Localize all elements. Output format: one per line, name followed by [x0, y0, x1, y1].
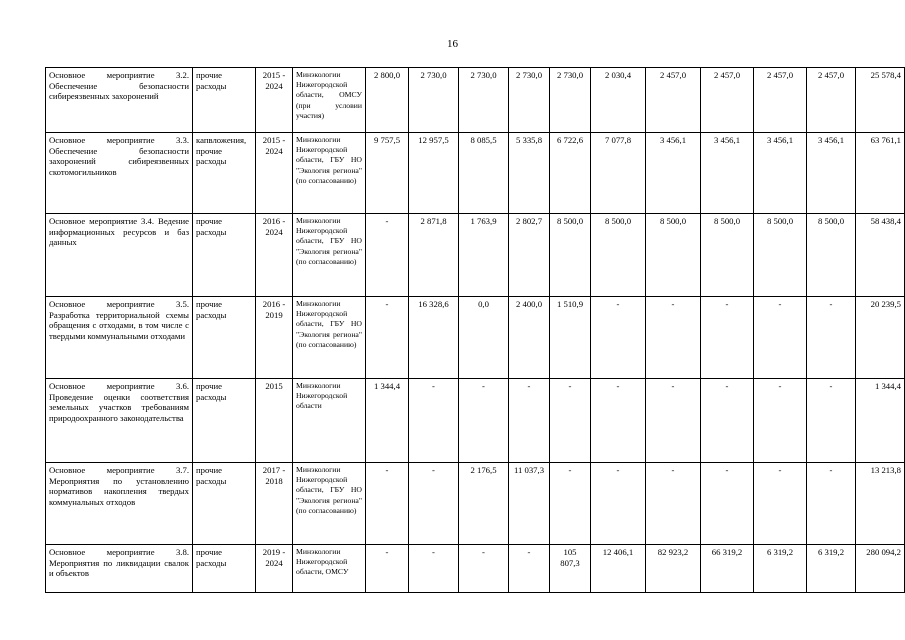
value-total: 58 438,4: [856, 214, 905, 297]
value-total: 1 344,4: [856, 379, 905, 463]
value-2017: 8 085,5: [459, 133, 509, 214]
executor: Минэкологии Нижегородской области, ОМСУ: [293, 545, 366, 593]
activity-name: Основное мероприятие 3.8. Мероприятия по ликвидации свалок и объектов: [46, 545, 193, 593]
activity-name: Основное мероприятие 3.3. Обеспечение безопасности захоронений сибиреязвенных скотомогильников: [46, 133, 193, 214]
activity-name: Основное мероприятие 3.2. Обеспечение безопасности сибиреязвенных захоронений: [46, 68, 193, 133]
value-2021: -: [646, 297, 701, 379]
executor: Минэкологии Нижегородской области, ОМСУ (при условии участия): [293, 68, 366, 133]
table-row: [46, 545, 905, 593]
value-2017: -: [459, 545, 509, 593]
expense-type: прочие расходы: [193, 545, 256, 593]
value-2017: 2 176,5: [459, 463, 509, 545]
period: 2015 - 2024: [256, 68, 293, 133]
period: 2015 - 2024: [256, 133, 293, 214]
executor: Минэкологии Нижегородской области, ГБУ НО "Экология региона" (по согласованию): [293, 214, 366, 297]
value-2022: -: [701, 297, 754, 379]
value-2017: 0,0: [459, 297, 509, 379]
expense-type: прочие расходы: [193, 68, 256, 133]
executor: Минэкологии Нижегородской области, ГБУ НО "Экология региона" (по согласованию): [293, 463, 366, 545]
value-2019: 6 722,6: [550, 133, 591, 214]
activity-name: Основное мероприятие 3.6. Проведение оценки соответствия земельных участков требованиям природоохранного законодательства: [46, 379, 193, 463]
value-2015: 2 800,0: [366, 68, 409, 133]
value-2018: 11 037,3: [509, 463, 550, 545]
table-row: [46, 133, 905, 214]
executor: Минэкологии Нижегородской области, ГБУ НО "Экология региона" (по согласованию): [293, 297, 366, 379]
value-2023: -: [754, 379, 807, 463]
period: 2019 - 2024: [256, 545, 293, 593]
value-2016: -: [409, 379, 459, 463]
period: 2016 - 2024: [256, 214, 293, 297]
value-2018: 2 400,0: [509, 297, 550, 379]
value-2021: 3 456,1: [646, 133, 701, 214]
value-2024: 6 319,2: [807, 545, 856, 593]
value-2021: 82 923,2: [646, 545, 701, 593]
value-2023: 8 500,0: [754, 214, 807, 297]
value-2022: 66 319,2: [701, 545, 754, 593]
value-2020: 8 500,0: [591, 214, 646, 297]
value-2017: -: [459, 379, 509, 463]
expense-type: прочие расходы: [193, 297, 256, 379]
value-2015: -: [366, 297, 409, 379]
budget-table: [45, 67, 905, 593]
executor: Минэкологии Нижегородской области: [293, 379, 366, 463]
value-2023: 2 457,0: [754, 68, 807, 133]
period: 2015: [256, 379, 293, 463]
value-2018: -: [509, 545, 550, 593]
value-2020: -: [591, 379, 646, 463]
value-2021: -: [646, 379, 701, 463]
value-2024: -: [807, 463, 856, 545]
value-2020: 12 406,1: [591, 545, 646, 593]
expense-type: прочие расходы: [193, 214, 256, 297]
value-2023: 6 319,2: [754, 545, 807, 593]
table-row: [46, 463, 905, 545]
period: 2016 - 2019: [256, 297, 293, 379]
value-2022: -: [701, 463, 754, 545]
value-2024: 2 457,0: [807, 68, 856, 133]
activity-name: Основное мероприятие 3.4. Ведение информационных ресурсов и баз данных: [46, 214, 193, 297]
value-2024: 3 456,1: [807, 133, 856, 214]
value-total: 280 094,2: [856, 545, 905, 593]
value-2018: 2 730,0: [509, 68, 550, 133]
value-2022: 8 500,0: [701, 214, 754, 297]
expense-type: прочие расходы: [193, 379, 256, 463]
value-total: 20 239,5: [856, 297, 905, 379]
value-2021: 2 457,0: [646, 68, 701, 133]
table-row: [46, 297, 905, 379]
value-total: 25 578,4: [856, 68, 905, 133]
expense-type: капвложения, прочие расходы: [193, 133, 256, 214]
value-2021: 8 500,0: [646, 214, 701, 297]
value-2024: 8 500,0: [807, 214, 856, 297]
value-2019: 1 510,9: [550, 297, 591, 379]
value-2021: -: [646, 463, 701, 545]
executor: Минэкологии Нижегородской области, ГБУ НО "Экология региона" (по согласованию): [293, 133, 366, 214]
value-2019: -: [550, 463, 591, 545]
value-2015: -: [366, 545, 409, 593]
value-2018: -: [509, 379, 550, 463]
value-2023: -: [754, 463, 807, 545]
table-row: [46, 214, 905, 297]
value-2015: -: [366, 463, 409, 545]
table-row: [46, 68, 905, 133]
value-2023: 3 456,1: [754, 133, 807, 214]
value-total: 63 761,1: [856, 133, 905, 214]
value-2019: 8 500,0: [550, 214, 591, 297]
period: 2017 - 2018: [256, 463, 293, 545]
value-2018: 2 802,7: [509, 214, 550, 297]
value-2018: 5 335,8: [509, 133, 550, 214]
value-2016: 2 730,0: [409, 68, 459, 133]
value-2023: -: [754, 297, 807, 379]
value-2015: 9 757,5: [366, 133, 409, 214]
value-2020: 2 030,4: [591, 68, 646, 133]
value-total: 13 213,8: [856, 463, 905, 545]
value-2019: -: [550, 379, 591, 463]
value-2022: 3 456,1: [701, 133, 754, 214]
page-number: 16: [447, 38, 458, 50]
value-2015: -: [366, 214, 409, 297]
value-2016: -: [409, 545, 459, 593]
value-2016: 2 871,8: [409, 214, 459, 297]
value-2016: -: [409, 463, 459, 545]
expense-type: прочие расходы: [193, 463, 256, 545]
value-2022: -: [701, 379, 754, 463]
value-2016: 12 957,5: [409, 133, 459, 214]
activity-name: Основное мероприятие 3.7. Мероприятия по установлению нормативов накопления твердых коммунальных отходов: [46, 463, 193, 545]
value-2020: -: [591, 463, 646, 545]
value-2024: -: [807, 379, 856, 463]
value-2020: 7 077,8: [591, 133, 646, 214]
value-2015: 1 344,4: [366, 379, 409, 463]
activity-name: Основное мероприятие 3.5. Разработка территориальной схемы обращения с отходами, в том числе с твердыми коммунальными отходами: [46, 297, 193, 379]
value-2016: 16 328,6: [409, 297, 459, 379]
table-body: [46, 68, 905, 593]
value-2017: 1 763,9: [459, 214, 509, 297]
value-2017: 2 730,0: [459, 68, 509, 133]
table-row: [46, 379, 905, 463]
value-2024: -: [807, 297, 856, 379]
value-2020: -: [591, 297, 646, 379]
value-2022: 2 457,0: [701, 68, 754, 133]
value-2019: 105 807,3: [550, 545, 591, 593]
value-2019: 2 730,0: [550, 68, 591, 133]
